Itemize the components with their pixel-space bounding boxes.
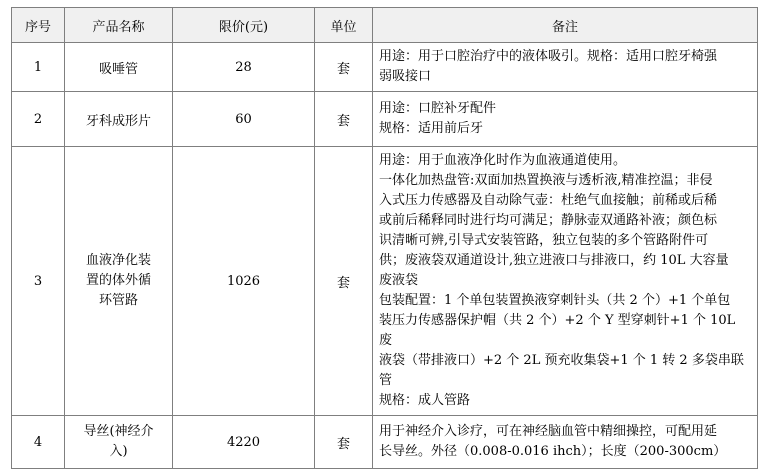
header-price-limit: 限价(元) xyxy=(173,8,315,43)
product-name-line: 置的体外循 xyxy=(85,273,151,288)
row-note xyxy=(373,92,758,147)
row-price: 60 xyxy=(173,92,315,147)
row-seq: 1 xyxy=(12,43,65,92)
row-seq: 4 xyxy=(12,416,65,469)
note-line: 管 xyxy=(379,373,393,388)
product-name-line: 环管路 xyxy=(98,293,138,308)
row-price: 1026 xyxy=(173,147,315,416)
note-line: 用途：口腔补牙配件 xyxy=(379,101,497,116)
note-line: 入式压力传感器及自动除气壶：杜绝气血接触；前稀或后稀 xyxy=(379,193,718,208)
row-seq: 2 xyxy=(12,92,65,147)
row-unit: 套 xyxy=(315,416,373,469)
row-note xyxy=(373,43,758,92)
row-note xyxy=(373,416,758,469)
row-product-name: 吸唾管 xyxy=(65,43,173,92)
row-price: 28 xyxy=(173,43,315,92)
price-limit-table xyxy=(11,7,758,469)
table-row xyxy=(12,43,758,92)
note-line: 长导丝。外径（0.008-0.016 ihch）；长度（200-300cm） xyxy=(379,444,727,459)
row-unit: 套 xyxy=(315,92,373,147)
row-product-name: 牙科成形片 xyxy=(65,92,173,147)
note-line: 用途：用于血液净化时作为血液通道使用。 xyxy=(379,153,627,168)
table-row xyxy=(12,147,758,416)
note-line: 识清晰可辨,引导式安装管路，独立包装的多个管路附件可 xyxy=(379,233,709,248)
row-seq: 3 xyxy=(12,147,65,416)
header-seq: 序号 xyxy=(12,8,65,43)
table-row xyxy=(12,416,758,469)
note-line: 规格：适用前后牙 xyxy=(379,121,484,136)
row-product-name xyxy=(65,416,173,469)
product-name-line: 导丝(神经介 xyxy=(83,424,154,439)
note-line: 规格：成人管路 xyxy=(379,393,471,408)
note-line: 液袋（带排液口）+2 个 2L 预充收集袋+1 个 1 转 2 多袋串联 xyxy=(379,353,744,368)
row-unit: 套 xyxy=(315,147,373,416)
table-row xyxy=(12,92,758,147)
note-line: 装压力传感器保护帽（共 2 个）+2 个 Y 型穿刺针+1 个 10L 废 xyxy=(379,313,736,348)
table-header-row xyxy=(12,8,758,43)
note-line: 用于神经介入诊疗，可在神经脑血管中精细操控，可配用延 xyxy=(379,424,718,439)
note-line: 用途：用于口腔治疗中的液体吸引。规格：适用口腔牙椅强 xyxy=(379,49,718,64)
note-line: 供；废液袋双通道设计,独立进液口与排液口，约 10L 大容量 xyxy=(379,253,729,268)
product-name-line: 血液净化装 xyxy=(85,253,151,268)
note-line: 或前后稀释同时进行均可满足；静脉壶双通路补液；颜色标 xyxy=(379,213,718,228)
header-note: 备注 xyxy=(373,8,758,43)
note-line: 一体化加热盘管:双面加热置换液与透析液,精准控温；非侵 xyxy=(379,173,713,188)
row-price: 4220 xyxy=(173,416,315,469)
header-unit: 单位 xyxy=(315,8,373,43)
row-note xyxy=(373,147,758,416)
note-line: 废液袋 xyxy=(379,273,419,288)
row-product-name xyxy=(65,147,173,416)
product-name-line: 入) xyxy=(109,444,128,459)
note-line: 包装配置：1 个单包装置换液穿刺针头（共 2 个）+1 个单包 xyxy=(379,293,731,308)
header-product-name: 产品名称 xyxy=(65,8,173,43)
note-line: 弱吸接口 xyxy=(379,69,432,84)
row-unit: 套 xyxy=(315,43,373,92)
